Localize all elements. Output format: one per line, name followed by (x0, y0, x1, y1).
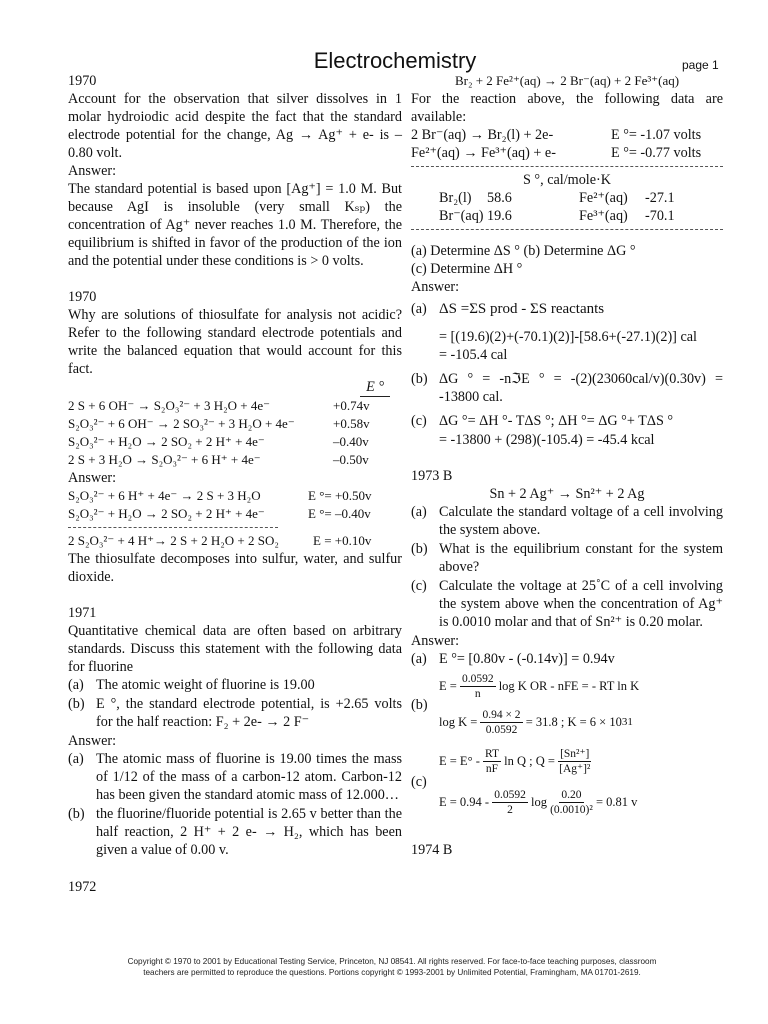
divider (411, 166, 723, 167)
nernst-solution-equation: E = 0.94 - $\frac{0.0592}{2}$ log $\frac{0.20}{\text{(0.0010)²}}$ = 0.81 v (439, 788, 638, 816)
copyright-line: Copyright © 1970 to 2001 by Educational Testing Service, Princeton, NJ 08541. All rights reserved. For face-to-face teaching purposes, classroom (127, 957, 657, 966)
answer-text: = -13800 + (298)(-105.4) = -45.4 kcal (439, 432, 655, 448)
answer-label: Answer: (68, 163, 117, 179)
divider (68, 527, 278, 528)
question-parts: (a) Determine ΔS ° (b) Determine ΔG ° (411, 243, 636, 259)
half-reaction-row: Fe²⁺(aq) → Fe³⁺(aq) + e- E °= -0.77 volts (411, 145, 702, 161)
fraction: $\frac{0.20}{\text{(0.0010)²}}$ (550, 788, 593, 816)
entropy-table-head: S °, cal/mole·K (522, 172, 612, 188)
reaction-equation: Br₂ + 2 Fe²⁺(aq) → 2 Br⁻(aq) + 2 Fe³⁺(aq) (454, 73, 680, 88)
fraction: $\frac{0.0592}{n}$ (461, 672, 494, 700)
list-item: (b) the fluorine/fluoride potential is 2.65 v better than the half reaction, 2 H⁺ + 2 e- → H₂, which has been given a value of 0.00 v. (68, 806, 402, 858)
page-title: Electrochemistry (313, 48, 477, 73)
answer-label: Answer: (68, 470, 117, 486)
answer-label: Answer: (411, 279, 460, 295)
fraction: $\frac{\text{[Sn²⁺]}}{\text{[Ag⁺]²}}$ (559, 747, 591, 775)
question-year: 1974 B (411, 842, 453, 858)
potential-column-head: E ° (68, 378, 402, 397)
half-reaction-row: 2 Br⁻(aq) → Br₂(l) + 2e- E °= -1.07 volts (411, 127, 702, 143)
left-column (68, 72, 402, 896)
answer-b-block: (b) E = $\frac{0.0592}{n}$ log K OR - nFE = - RT ln K log K = $\frac{0.94 \times 2}{0.0592}$ = 31.8 ; K = 6 × 10 31 (411, 669, 723, 741)
answer-text: = -105.4 cal (439, 347, 508, 363)
question-parts: (c) Determine ΔH ° (411, 261, 523, 277)
right-column (411, 72, 723, 859)
reaction-equation: Sn + 2 Ag⁺ → Sn²⁺ + 2 Ag (489, 486, 645, 502)
list-item: (a) The atomic weight of fluorine is 19.00 (68, 677, 315, 693)
entropy-row: Br⁻(aq) 19.6 Fe³⁺(aq) -70.1 (439, 208, 675, 224)
fraction: $\frac{0.94 \times 2}{0.0592}$ (482, 708, 521, 736)
reaction-row: S₂O₃²⁻ + H₂O → 2 SO₂ + 2 H⁺ + 4e⁻ –0.40v (68, 434, 369, 449)
answer-row: (a) ΔS =ΣS prod - ΣS reactants (411, 301, 605, 317)
question-text: Why are solutions of thiosulfate for analysis not acidic? Refer to the following standard electrode potentials and write the balanced equation that would account for this fact. (68, 307, 402, 377)
question-text: Quantitative chemical data are often based on arbitrary standards. Discuss this statement with the following data for fluorine (68, 623, 402, 675)
divider (411, 229, 723, 230)
list-item: (c) ΔG °= ΔH °- TΔS °; ΔH °= ΔG °+ TΔS ° (411, 413, 674, 429)
list-item: (c) Calculate the voltage at 25˚C of a cell involving the system above when the concentration of Ag⁺ is 0.0010 molar and that of Sn²⁺ is 0.20 molar. (411, 578, 723, 630)
answer-label: Answer: (68, 733, 117, 749)
answer-text: = [(19.6)(2)+(-70.1)(2)]-[58.6+(-27.1)(2)] cal (439, 329, 697, 345)
copyright-line: teachers are permitted to reproduce the questions. Portions copyright © 1993-2001 by Unlimited Potential, Framingham, MA 01701-2619. (143, 968, 641, 977)
reaction-row: 2 S + 3 H₂O → S₂O₃²⁻ + 6 H⁺ + 4e⁻ –0.50v (68, 452, 369, 467)
question-text: Account for the observation that silver dissolves in 1 molar hydroiodic acid despite the fact that the standard electrode potential for the change, Ag → Ag⁺ + e- is – 0.80 volt. (68, 91, 402, 161)
copyright-footer (92, 956, 692, 978)
question-year: 1970 (68, 289, 97, 305)
answer-c-block: (c) E = E° - $\frac{RT}{nF}$ ln Q ; Q = $\frac{\text{[Sn²⁺]}}{\text{[Ag⁺]²}}$ E = 0.94 - $\frac{0.0592}{2}$ log $\frac{0.20}{\text{(0.0010)²}}$ = 0.81 v (411, 741, 723, 823)
entropy-row: Br₂(l) 58.6 Fe²⁺(aq) -27.1 (439, 190, 675, 206)
question-text: For the reaction above, the following data are available: (411, 91, 723, 125)
question-year: 1973 B (411, 468, 453, 484)
page-number: page 1 (682, 58, 719, 72)
nernst-equation: E = $\frac{0.0592}{n}$ log K OR - nFE = - RT ln K (439, 672, 640, 700)
reaction-row: S₂O₃²⁻ + 6 H⁺ + 4e⁻ → 2 S + 3 H₂O E °= +0.50v (68, 488, 372, 503)
list-item: (b) What is the equilibrium constant for the system above? (411, 541, 723, 575)
question-year: 1971 (68, 605, 97, 621)
question-year: 1972 (68, 879, 97, 895)
equilibrium-equation: log K = $\frac{0.94 \times 2}{0.0592}$ = 31.8 ; K = 6 × 10 31 (439, 708, 633, 736)
answer-text: The thiosulfate decomposes into sulfur, water, and sulfur dioxide. (68, 551, 402, 585)
fraction: $\frac{0.0592}{2}$ (494, 788, 526, 816)
list-item: (a) Calculate the standard voltage of a cell involving the system above. (411, 504, 723, 538)
list-item: (b) E °, the standard electrode potential, is +2.65 volts for the half reaction: F₂ + 2e- → 2 F⁻ (68, 696, 402, 730)
question-year: 1970 (68, 73, 97, 89)
net-reaction-row: 2 S₂O₃²⁻ + 4 H⁺→ 2 S + 2 H₂O + 2 SO₂ E = +0.10v (68, 533, 372, 548)
fraction: $\frac{RT}{nF}$ (484, 747, 499, 775)
reaction-row: S₂O₃²⁻ + H₂O → 2 SO₂ + 2 H⁺ + 4e⁻ E °= –0.40v (68, 506, 371, 521)
nernst-general-equation: E = E° - $\frac{RT}{nF}$ ln Q ; Q = $\frac{\text{[Sn²⁺]}}{\text{[Ag⁺]²}}$ (439, 747, 591, 775)
reaction-row: 2 S + 6 OH⁻ → S₂O₃²⁻ + 3 H₂O + 4e⁻ +0.74v (68, 398, 370, 413)
list-item: (a) The atomic mass of fluorine is 19.00 times the mass of 1/12 of the mass of a carbon-12 atom. Carbon-12 has been given the standard atomic mass of 12.000… (68, 751, 402, 803)
answer-label: Answer: (411, 633, 460, 649)
list-item: (b) ΔG ° = -nℑE ° = -(2)(23060cal/v)(0.30v) = -13800 cal. (411, 371, 723, 405)
list-item: (a) E °= [0.80v - (-0.14v)] = 0.94v (411, 651, 615, 667)
answer-text: The standard potential is based upon [Ag⁺] = 1.0 M. But because AgI is insoluble (very small Kₛₚ) the concentration of Ag⁺ never reaches 1.0 M. Therefore, the equilibrium is shifted in favor of the production of the ion and the potential under these conditions is > 0 volts. (68, 181, 402, 269)
reaction-row: S₂O₃²⁻ + 6 OH⁻ → 2 SO₃²⁻ + 3 H₂O + 4e⁻ +0.58v (68, 416, 370, 431)
